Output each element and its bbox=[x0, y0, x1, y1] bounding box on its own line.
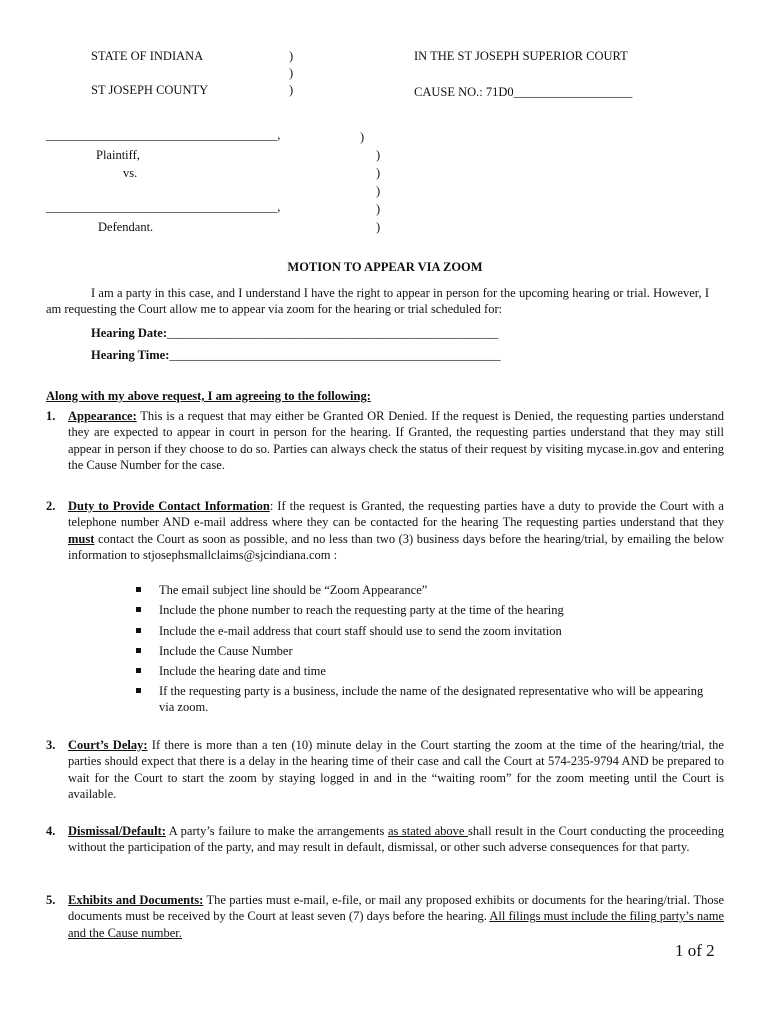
defendant-label: Defendant. bbox=[98, 220, 154, 234]
item-number: 5. bbox=[46, 893, 56, 907]
item-emphasis: must bbox=[68, 531, 95, 546]
bullet-icon bbox=[136, 668, 141, 673]
item-heading: Appearance: bbox=[68, 409, 137, 423]
bullet-text: Include the hearing date and time bbox=[159, 664, 326, 679]
item-number: 3. bbox=[46, 738, 56, 752]
contact-info-list bbox=[135, 582, 715, 720]
plaintiff-label: Plaintiff, bbox=[96, 148, 140, 162]
bullet-icon bbox=[136, 688, 141, 693]
defendant-blank: _____________________________________, bbox=[46, 200, 281, 214]
item-number: 4. bbox=[46, 824, 56, 838]
caption-paren: ) bbox=[376, 184, 381, 198]
item-number: 2. bbox=[46, 499, 56, 513]
state-label: STATE OF INDIANA bbox=[91, 49, 204, 63]
caption-paren: ) bbox=[289, 66, 294, 80]
list-item bbox=[135, 623, 715, 639]
caption-paren: ) bbox=[289, 83, 294, 97]
item-appearance bbox=[68, 408, 724, 473]
plaintiff-blank: _____________________________________, bbox=[46, 128, 281, 142]
item-courts-delay bbox=[68, 737, 724, 802]
bullet-text: The email subject line should be “Zoom Appearance” bbox=[159, 583, 428, 597]
list-item bbox=[135, 602, 715, 618]
item-underlined-text: as stated above bbox=[387, 824, 468, 838]
bullet-text: If the requesting party is a business, include the name of the designated representative who will be appearing via zoom. bbox=[159, 684, 704, 715]
item-contact-duty bbox=[68, 498, 724, 563]
caption-paren: ) bbox=[376, 202, 381, 216]
list-item bbox=[135, 643, 715, 659]
bullet-text: Include the e-mail address that court staff should use to send the zoom invitation bbox=[159, 623, 562, 638]
item-number: 1. bbox=[46, 409, 56, 423]
vs-label: vs. bbox=[123, 166, 138, 180]
caption-paren: ) bbox=[376, 220, 381, 234]
item-heading: Dismissal/Default: bbox=[68, 824, 166, 838]
list-item bbox=[135, 663, 715, 679]
caption-paren: ) bbox=[376, 166, 381, 180]
cause-blank: ___________________ bbox=[513, 85, 633, 99]
county-label: ST JOSEPH COUNTY bbox=[91, 83, 209, 97]
item-exhibits-documents bbox=[68, 892, 724, 941]
hearing-date-blank: _____________________________________________________ bbox=[167, 326, 499, 340]
page-number: 1 of 2 bbox=[675, 941, 715, 960]
item-text: shall result in the Court conducting the proceeding without the participation of the party, and may result in default, dismissal, or other such adverse consequences for that party. bbox=[68, 824, 724, 855]
hearing-date-field bbox=[91, 326, 498, 341]
bullet-icon bbox=[136, 628, 141, 633]
item-heading: Duty to Provide Contact Information bbox=[68, 499, 270, 513]
bullet-icon bbox=[136, 587, 141, 592]
document-title: MOTION TO APPEAR VIA ZOOM bbox=[287, 260, 483, 274]
item-underlined-text: All filings must include the filing party’s name and the Cause number. bbox=[68, 909, 725, 940]
bullet-text: Include the Cause Number bbox=[159, 643, 293, 658]
cause-label: CAUSE NO.: 71D0 bbox=[414, 85, 514, 99]
list-item bbox=[135, 582, 715, 598]
caption-paren: ) bbox=[360, 130, 365, 144]
list-item bbox=[135, 683, 715, 715]
court-name: IN THE ST JOSEPH SUPERIOR COURT bbox=[414, 49, 628, 63]
item-heading: Exhibits and Documents: bbox=[68, 893, 204, 907]
item-text: The parties must e-mail, e-file, or mail any proposed exhibits or documents for the hearing/trial. Those documents must be received by the Court at least seven (7) days before the hearing. bbox=[68, 893, 725, 924]
item-heading: Court’s Delay: bbox=[68, 738, 148, 752]
item-text: contact the Court as soon as possible, and no less than two (3) business days before the hearing/trial, by emailing the below information to stjosephsmallclaims@sjcindiana.com : bbox=[68, 531, 724, 562]
intro-paragraph: I am a party in this case, and I understand I have the right to appear in person for the upcoming hearing or trial. However, I am requesting the Court allow me to appear via zoom for the hearing or trial scheduled for: bbox=[46, 286, 709, 317]
bullet-text: Include the phone number to reach the requesting party at the time of the hearing bbox=[159, 603, 564, 618]
item-text: If there is more than a ten (10) minute delay in the Court starting the zoom at the time of the hearing/trial, the parties should expect that there is a delay in the hearing time of their case and call the Court at 574-235-9794 AND be prepared to wait for the Court to start the zoom by staying logged in and in the “waiting room” for the zoom meeting until the Court is available. bbox=[68, 738, 724, 801]
agreement-heading: Along with my above request, I am agreeing to the following: bbox=[46, 389, 371, 403]
hearing-time-label: Hearing Time: bbox=[91, 348, 170, 362]
item-text: A party’s failure to make the arrangements bbox=[165, 824, 388, 838]
bullet-icon bbox=[136, 648, 141, 653]
item-text: : If the request is Granted, the requesting parties have a duty to provide the Court with a telephone number AND e-mail address where they can be contacted for the hearing The requesting parties understand that they bbox=[68, 499, 724, 530]
item-dismissal-default bbox=[68, 823, 724, 856]
caption-paren: ) bbox=[289, 49, 294, 63]
hearing-time-blank: _____________________________________________________ bbox=[169, 348, 501, 362]
hearing-time-field bbox=[91, 348, 501, 363]
caption-paren: ) bbox=[376, 148, 381, 162]
bullet-icon bbox=[136, 607, 141, 612]
hearing-date-label: Hearing Date: bbox=[91, 326, 168, 340]
item-text: This is a request that may either be Granted OR Denied. If the request is Denied, the requesting parties understand they are expected to appear in court in person for the hearing. If Granted, the requesting parties understand that they may still appear in person if they choose to do so. Parties can always check the status of their request by visiting mycase.in.gov and entering the Cause Number for the case. bbox=[68, 409, 724, 472]
cause-number bbox=[414, 85, 632, 100]
